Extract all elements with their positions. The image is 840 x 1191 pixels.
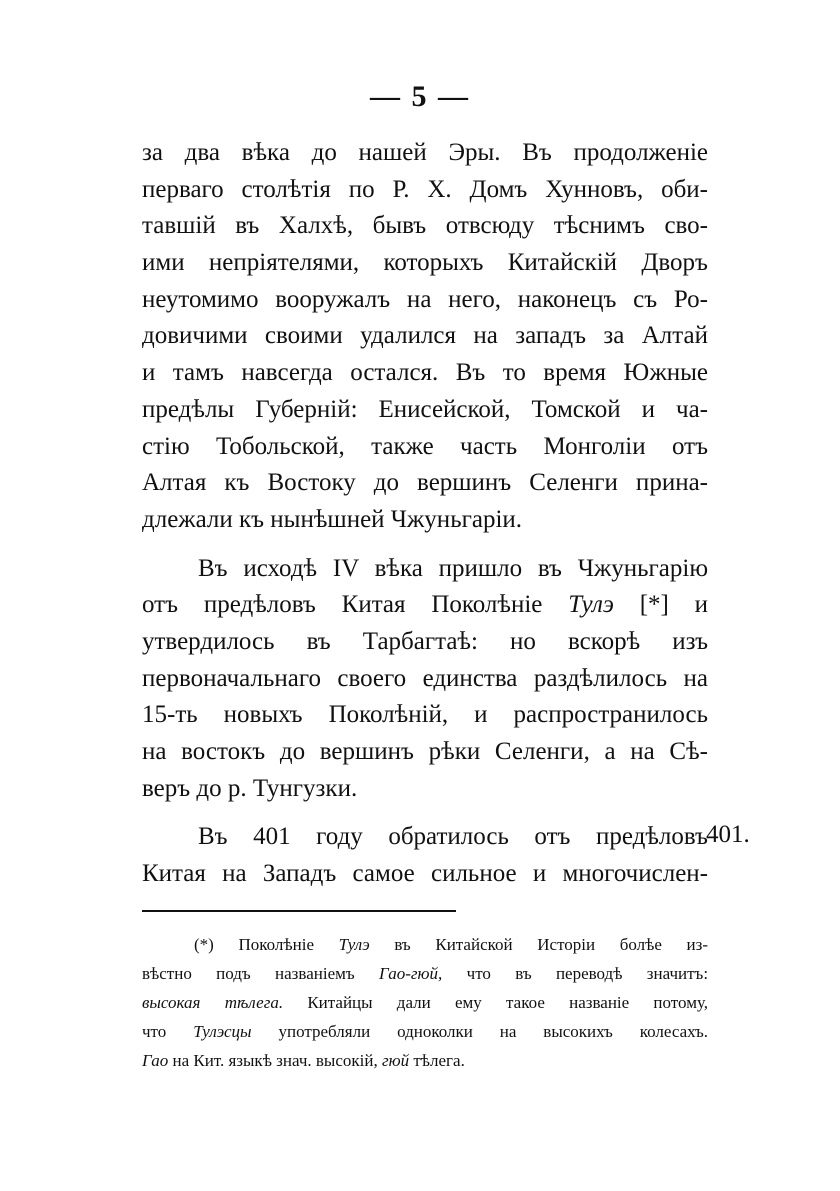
text-line: 15-ть новыхъ Поколѣній, и распространилось bbox=[142, 701, 708, 729]
text-line: длежали къ нынѣшней Чжуньгаріи. bbox=[142, 505, 523, 533]
text-line: довичими своими удалился на западъ за Алтай bbox=[142, 322, 708, 350]
text-line: Алтая къ Востоку до вершинъ Селенги прина- bbox=[142, 469, 708, 497]
text-line bbox=[142, 587, 708, 624]
footnote-line bbox=[142, 988, 708, 1017]
text-line: ими непріятелями, которыхъ Китайскій Дворъ bbox=[142, 249, 708, 277]
text-line: первоначальнаго своего единства раздѣлилось на bbox=[142, 664, 708, 692]
text-line: перваго столѣтія по Р. Х. Домъ Хунновъ, оби- bbox=[142, 175, 708, 203]
italic-term: Тулэ bbox=[568, 591, 614, 619]
text-line: утвердилось въ Тарбагтаѣ: но вскорѣ изъ bbox=[142, 627, 708, 655]
footnote-italic: Тулэсцы bbox=[193, 1022, 252, 1041]
main-text bbox=[142, 135, 708, 893]
footnote-text: что въ переводѣ значитъ: bbox=[466, 964, 709, 983]
text-line: стію Тобольской, также часть Монголіи отъ bbox=[142, 432, 708, 460]
footnote-italic: Гао-гюй, bbox=[379, 964, 443, 983]
text-line: неутомимо вооружалъ на него, наконецъ съ Ро- bbox=[142, 285, 708, 313]
page-number: — 5 — bbox=[370, 80, 470, 113]
margin-note: 401. bbox=[706, 821, 750, 848]
footnote-marker: (*) Поколѣніе bbox=[194, 935, 314, 954]
text-line: предѣлы Губерній: Енисейской, Томской и ча- bbox=[142, 395, 708, 423]
text-line: и тамъ навсегда остался. Въ то время Южные bbox=[142, 359, 708, 387]
footnote-italic: высокая тѣлега. bbox=[142, 993, 284, 1012]
footnote-line bbox=[142, 930, 708, 959]
footnote-text: въ Китайской Исторіи болѣе из- bbox=[394, 935, 709, 954]
footnote-line bbox=[142, 1046, 708, 1075]
text-line: Въ 401 году обратилось отъ предѣловъ bbox=[198, 823, 708, 851]
footnote-line bbox=[142, 959, 708, 988]
text-line: за два вѣка до нашей Эры. Въ продолженіе bbox=[142, 139, 708, 166]
footnote-text: Китайцы дали ему такое названіе потому, bbox=[307, 993, 708, 1012]
footnote-italic: Гао bbox=[142, 1051, 169, 1070]
footnote-divider bbox=[142, 910, 456, 912]
text-line: Въ исходѣ IV вѣка пришло въ Чжуньгарію bbox=[198, 554, 708, 582]
footnote-text: что bbox=[142, 1022, 167, 1041]
footnote-italic: гюй bbox=[381, 1051, 410, 1070]
text-line: Китая на Западъ самое сильное и многочислен- bbox=[142, 860, 708, 888]
footnote-line bbox=[142, 1017, 708, 1046]
text-line: веръ до р. Тунгузки. bbox=[142, 774, 358, 802]
footnote-text: вѣстно подъ названіемъ bbox=[142, 964, 355, 983]
footnote bbox=[142, 930, 708, 1075]
text-line: тавшій въ Халхѣ, бывъ отвсюду тѣснимъ сво- bbox=[142, 212, 708, 240]
text-line: на востокъ до вершинъ рѣки Селенги, а на Сѣ- bbox=[142, 738, 708, 765]
footnote-italic: Тулэ bbox=[338, 935, 370, 954]
footnote-text: употребляли одноколки на высокихъ колесахъ. bbox=[278, 1022, 709, 1041]
footnote-text: на Кит. языкѣ знач. высокій, bbox=[172, 1051, 378, 1070]
footnote-text: тѣлега. bbox=[413, 1051, 465, 1070]
footnote-mark: [*] и bbox=[639, 591, 709, 619]
text-fragment: отъ предѣловъ Китая Поколѣніе bbox=[142, 591, 543, 619]
